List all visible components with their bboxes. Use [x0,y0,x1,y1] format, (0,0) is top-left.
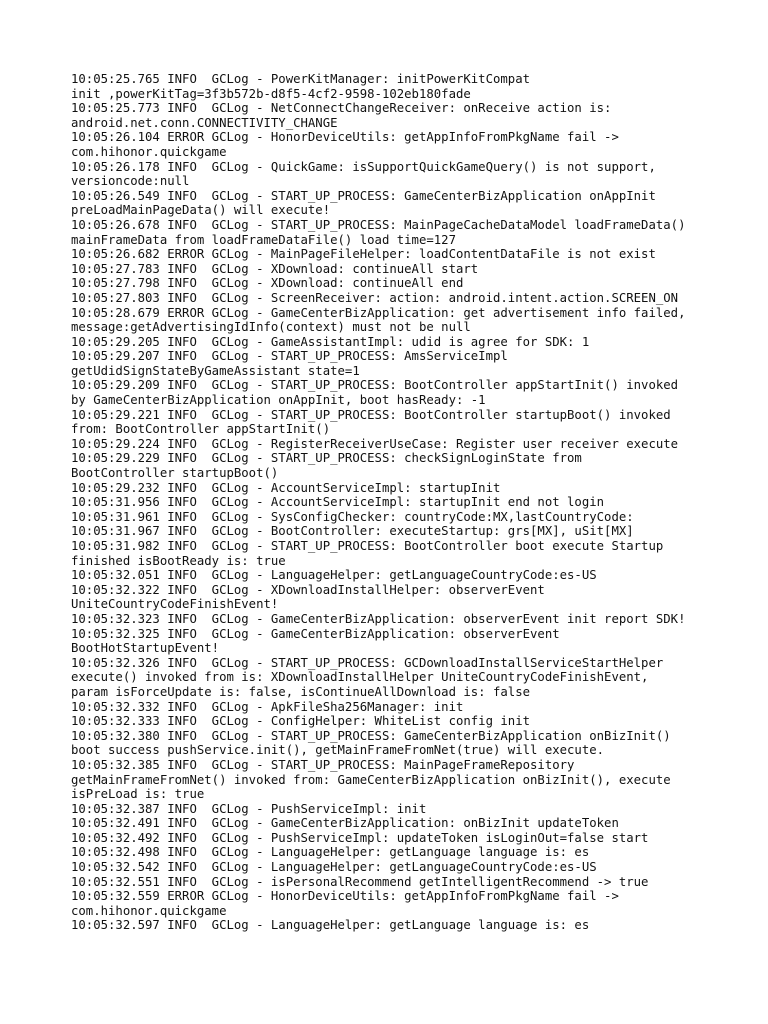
log-line: 10:05:26.678 INFO GCLog - START_UP_PROCESS: MainPageCacheDataModel loadFrameData() [71,217,686,232]
log-line: 10:05:31.967 INFO GCLog - BootController: executeStartup: grs[MX], uSit[MX] [71,524,634,539]
log-line: param isForceUpdate is: false, isContinueAllDownload is: false [71,684,531,699]
log-document [71,72,761,933]
log-line: 10:05:31.961 INFO GCLog - SysConfigChecker: countryCode:MX,lastCountryCode: [71,509,634,524]
log-line: 10:05:29.209 INFO GCLog - START_UP_PROCESS: BootController appStartInit() invoked [71,378,679,393]
log-line: 10:05:32.597 INFO GCLog - LanguageHelper: getLanguage language is: es [71,918,590,933]
log-line: 10:05:32.559 ERROR GCLog - HonorDeviceUtils: getAppInfoFromPkgName fail -> [71,889,619,904]
log-line: 10:05:27.783 INFO GCLog - XDownload: continueAll start [71,261,479,276]
log-line: 10:05:28.679 ERROR GCLog - GameCenterBizApplication: get advertisement info failed, [71,305,686,320]
log-line: 10:05:27.798 INFO GCLog - XDownload: continueAll end [71,276,464,291]
log-line: 10:05:32.322 INFO GCLog - XDownloadInstallHelper: observerEvent [71,582,545,597]
log-line: execute() invoked from is: XDownloadInstallHelper UniteCountryCodeFinishEvent, [71,670,649,685]
log-line: preLoadMainPageData() will execute! [71,203,331,218]
log-line: 10:05:32.491 INFO GCLog - GameCenterBizApplication: onBizInit updateToken [71,816,619,831]
log-line: 10:05:29.221 INFO GCLog - START_UP_PROCESS: BootController startupBoot() invoked [71,407,671,422]
log-line: 10:05:25.773 INFO GCLog - NetConnectChangeReceiver: onReceive action is: [71,101,612,116]
log-line: BootController startupBoot() [71,466,279,481]
log-line: 10:05:26.682 ERROR GCLog - MainPageFileHelper: loadContentDataFile is not exist [71,247,656,262]
log-line: init ,powerKitTag=3f3b572b-d8f5-4cf2-9598-102eb180fade [71,86,471,101]
log-line: 10:05:32.051 INFO GCLog - LanguageHelper: getLanguageCountryCode:es-US [71,568,597,583]
log-line: 10:05:32.551 INFO GCLog - isPersonalRecommend getIntelligentRecommend -> true [71,874,649,889]
log-line: 10:05:25.765 INFO GCLog - PowerKitManager: initPowerKitCompat [71,72,531,86]
log-line: BootHotStartupEvent! [71,641,220,656]
log-line: 10:05:32.387 INFO GCLog - PushServiceImpl: init [71,801,427,816]
log-line: 10:05:26.549 INFO GCLog - START_UP_PROCESS: GameCenterBizApplication onAppInit [71,188,656,203]
log-line: 10:05:32.326 INFO GCLog - START_UP_PROCESS: GCDownloadInstallServiceStartHelper [71,655,664,670]
log-line: 10:05:32.332 INFO GCLog - ApkFileSha256Manager: init [71,699,464,714]
log-line: 10:05:32.325 INFO GCLog - GameCenterBizApplication: observerEvent [71,626,560,641]
log-line: getUdidSignStateByGameAssistant state=1 [71,363,360,378]
log-line: 10:05:31.982 INFO GCLog - START_UP_PROCESS: BootController boot execute Startup [71,539,664,553]
log-line: UniteCountryCodeFinishEvent! [71,597,279,612]
log-line: 10:05:32.333 INFO GCLog - ConfigHelper: WhiteList config init [71,714,531,729]
log-line: 10:05:29.232 INFO GCLog - AccountServiceImpl: startupInit [71,480,501,495]
log-line: 10:05:32.498 INFO GCLog - LanguageHelper: getLanguage language is: es [71,845,590,860]
log-line: 10:05:31.956 INFO GCLog - AccountServiceImpl: startupInit end not login [71,495,605,510]
log-line: 10:05:29.205 INFO GCLog - GameAssistantImpl: udid is agree for SDK: 1 [71,334,590,349]
log-line: 10:05:26.178 INFO GCLog - QuickGame: isSupportQuickGameQuery() is not support, [71,159,656,174]
log-line: boot success pushService.init(), getMainFrameFromNet(true) will execute. [71,743,605,758]
log-line: 10:05:32.323 INFO GCLog - GameCenterBizApplication: observerEvent init report SDK! [71,611,686,626]
log-line: finished isBootReady is: true [71,553,286,568]
log-line: isPreLoad is: true [71,787,205,802]
log-line: versioncode:null [71,174,190,189]
log-line: message:getAdvertisingIdInfo(context) must not be null [71,320,471,335]
log-line: 10:05:29.207 INFO GCLog - START_UP_PROCESS: AmsServiceImpl [71,349,508,364]
log-line: com.hihonor.quickgame [71,903,227,918]
log-line: from: BootController appStartInit() [71,422,331,437]
log-line: 10:05:32.385 INFO GCLog - START_UP_PROCESS: MainPageFrameRepository [71,757,575,772]
log-line: 10:05:32.380 INFO GCLog - START_UP_PROCESS: GameCenterBizApplication onBizInit() [71,728,671,743]
log-line: 10:05:27.803 INFO GCLog - ScreenReceiver: action: android.intent.action.SCREEN_ON [71,290,679,305]
log-line: mainFrameData from loadFrameDataFile() load time=127 [71,232,456,247]
log-line: 10:05:32.492 INFO GCLog - PushServiceImpl: updateToken isLoginOut=false start [71,830,649,845]
log-line: getMainFrameFromNet() invoked from: GameCenterBizApplication onBizInit(), execute [71,772,671,787]
log-line: 10:05:29.229 INFO GCLog - START_UP_PROCESS: checkSignLoginState from [71,451,582,466]
log-line: 10:05:32.542 INFO GCLog - LanguageHelper: getLanguageCountryCode:es-US [71,860,597,875]
log-line: by GameCenterBizApplication onAppInit, boot hasReady: -1 [71,393,486,408]
log-line: 10:05:29.224 INFO GCLog - RegisterReceiverUseCase: Register user receiver execute [71,436,679,451]
log-line: com.hihonor.quickgame [71,144,227,159]
log-line: android.net.conn.CONNECTIVITY_CHANGE [71,115,338,130]
log-line: 10:05:26.104 ERROR GCLog - HonorDeviceUtils: getAppInfoFromPkgName fail -> [71,130,619,145]
